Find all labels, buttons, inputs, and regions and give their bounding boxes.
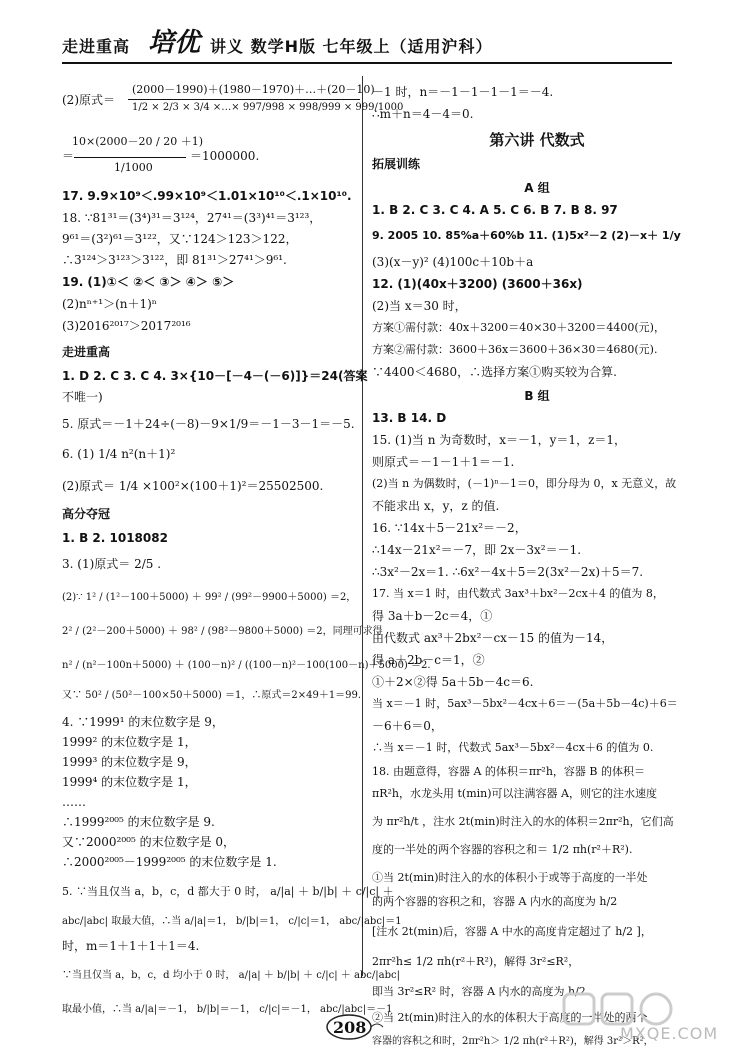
answer-line: ①＋2×②得 5a＋5b－4c＝6. xyxy=(372,675,534,689)
equals-sign: ＝ xyxy=(62,149,75,163)
answer-line: n² / (n²－100n＋5000) ＋ (100－n)² / ((100－n)²－100(100－n)＋5000) ＝2. xyxy=(62,660,431,671)
answer-line: …… xyxy=(62,795,86,809)
answer-line: 2πr²h≤ 1/2 πh(r²＋R²)，解得 3r²≤R²， xyxy=(372,955,580,968)
answer-line: 即当 3r²≤R² 时，容器 A 内水的高度为 h/2 . xyxy=(372,985,593,998)
fraction-bar xyxy=(74,157,186,158)
answer-line: 1999² 的末位数字是 1， xyxy=(62,735,197,749)
group-heading: B 组 xyxy=(524,389,550,403)
answer-line: (2)当 x＝30 时， xyxy=(372,299,467,313)
answer-line: 9. 2005 10. 85%a＋60%b 11. (1)5x²－2 (2)－x＋ 1/y xyxy=(372,229,681,242)
fraction-denominator: 1/2 × 2/3 × 3/4 ×…× 997/998 × 998/999 × 999/1000 xyxy=(132,102,404,113)
header-rule xyxy=(62,62,672,64)
answer-line: 不唯一) xyxy=(62,390,103,404)
column-divider xyxy=(362,76,363,976)
answer-line: ①当 2t(min)时注入的水的体积小于或等于高度的一半处 xyxy=(372,871,648,884)
answer-line: ∴2000²⁰⁰⁵－1999²⁰⁰⁵ 的末位数字是 1. xyxy=(62,855,277,869)
answer-line: [注水 2t(min)后，容器 A 中水的高度肯定超过了 h/2 ]， xyxy=(372,925,652,938)
answer-line: (2)当 n 为偶数时，(－1)ⁿ－1＝0，即分母为 0，x 无意义，故 xyxy=(372,477,677,490)
answer-line: 6. (1) 1/4 n²(n＋1)² xyxy=(62,447,176,461)
answer-line: 容器的容积之和时，2πr²h＞ 1/2 πh(r²＋R²)，解得 3r²＞R²， xyxy=(372,1036,654,1047)
page-number-text: 208 xyxy=(333,1018,367,1037)
watermark xyxy=(560,990,740,1050)
answer-line: ∴3x²－2x＝1. ∴6x²－4x＋5＝2(3x²－2x)＋5＝7. xyxy=(372,565,644,579)
answer-18: 18. ∵81³¹＝(3⁴)³¹＝3¹²⁴，27⁴¹＝(3³)⁴¹＝3¹²³， xyxy=(62,211,322,225)
answer-line: 方案①需付款：40x＋3200＝40×30＋3200＝4400(元)， xyxy=(372,321,665,334)
answer-line: 18. 由题意得，容器 A 的体积＝πr²h，容器 B 的体积＝ xyxy=(372,765,645,778)
answer-line: 1999⁴ 的末位数字是 1， xyxy=(62,775,197,789)
section-heading: 拓展训练 xyxy=(372,157,421,171)
answer-line: πR²h，水龙头用 t(min)可以注满容器 A，则它的注水速度 xyxy=(372,787,657,800)
fraction-numerator: 10×(2000－20 / 20 ＋1) xyxy=(72,135,203,148)
section-heading: 高分夺冠 xyxy=(62,507,111,521)
answer-line: 得 a＋2b－c＝1，② xyxy=(372,653,485,667)
answer-line: －6＋6＝0， xyxy=(372,719,443,733)
answer-line: (2)nⁿ⁺¹＞(n＋1)ⁿ xyxy=(62,297,157,311)
answer-line: ∵4400＜4680，∴选择方案①购买较为合算. xyxy=(372,365,617,379)
answer-line: ∵当且仅当 a，b，c，d 均小于 0 时， a/|a| ＋ b/|b| ＋ c/|c| ＋ abc/|abc| xyxy=(62,970,400,981)
answer-line: 又∵2000²⁰⁰⁵ 的末位数字是 0， xyxy=(62,835,236,849)
answer-line: 12. (1)(40x＋3200) (3600＋36x) xyxy=(372,277,583,291)
answer-line: ∴m＋n＝4－4＝0. xyxy=(372,107,474,121)
answer-line: 当 x＝－1 时，5ax³－5bx²－4cx＋6＝－(5a＋5b－4c)＋6＝ xyxy=(372,697,678,710)
answer-line: 5. ∵当且仅当 a，b，c，d 都大于 0 时， a/|a| ＋ b/|b| ＋ c/|c| ＋ xyxy=(62,885,394,898)
answer-line: 时，m＝1＋1＋1＋1＝4. xyxy=(62,939,200,953)
answer-line: 度的一半处的两个容器的容积之和＝ 1/2 πh(r²＋R²). xyxy=(372,843,633,856)
answer-line: (2)∵ 1² / (1²－100＋5000) ＋ 99² / (99²－9900＋5000) ＝2， xyxy=(62,592,357,603)
answer-line: ∴3¹²⁴＞3¹²³＞3¹²²，即 81³¹＞27⁴¹＞9⁶¹. xyxy=(62,253,287,267)
group-heading: A 组 xyxy=(524,181,550,195)
page-header xyxy=(62,28,682,62)
answer-line: 1. D 2. C 3. C 4. 3×{10－[－4－(－6)]}＝24(答案 xyxy=(62,369,368,383)
answer-line: 又∵ 50² / (50²－100×50＋5000) ＝1，∴原式＝2×49＋1＝99. xyxy=(62,690,362,701)
answer-line: 1. B 2. C 3. C 4. A 5. C 6. B 7. B 8. 97 xyxy=(372,203,618,217)
answer-line: ∴1999²⁰⁰⁵ 的末位数字是 9. xyxy=(62,815,215,829)
section-heading: 走进重高 xyxy=(62,345,111,359)
answer-result: ＝1000000. xyxy=(190,149,260,163)
page-number xyxy=(325,1012,385,1042)
answer-line: －1 时，n＝－1－1－1－1＝－4. xyxy=(372,85,554,99)
answer-line: 方案②需付款：3600＋36x＝3600＋36×30＝4680(元). xyxy=(372,343,658,356)
answer-line: 15. (1)当 n 为奇数时，x＝－1，y＝1，z＝1， xyxy=(372,433,627,447)
answer-line: 的两个容器的容积之和，容器 A 内水的高度为 h/2 xyxy=(372,895,618,908)
answer-line: (2)原式＝ 1/4 ×100²×(100＋1)²＝25502500. xyxy=(62,479,324,493)
answer-line: (2)原式＝ xyxy=(62,93,115,107)
answer-line: 2² / (2²－200＋5000) ＋ 98² / (98²－9800＋5000) ＝2，同理可求得 xyxy=(62,626,383,637)
fraction-bar xyxy=(128,99,360,100)
answer-line: 1. B 2. 1018082 xyxy=(62,531,168,545)
fraction-numerator: (2000－1990)＋(1980－1970)＋…＋(20－10) xyxy=(132,83,375,96)
answer-17: 17. 9.9×10⁹＜.99×10⁹＜1.01×10¹⁰＜.1×10¹⁰. xyxy=(62,189,352,203)
header-series-title: 走进重高 xyxy=(62,37,131,56)
header-logo: 培优 xyxy=(148,28,201,58)
answer-line: (3)2016²⁰¹⁷＞2017²⁰¹⁶ xyxy=(62,319,191,333)
answer-line: 5. 原式＝－1＋24÷(－8)－9×1/9＝－1－3－1＝－5. xyxy=(62,417,355,431)
answer-line: 3. (1)原式＝ 2/5 . xyxy=(62,557,162,571)
answer-line: ∴14x－21x²＝－7，即 2x－3x²＝－1. xyxy=(372,543,582,557)
header-book-title: 讲义 数学H版 七年级上（适用沪科） xyxy=(210,37,493,56)
fraction-denominator: 1/1000 xyxy=(114,161,153,174)
answer-line: 13. B 14. D xyxy=(372,411,447,425)
answer-line: 1999³ 的末位数字是 9， xyxy=(62,755,197,769)
watermark-text: MXQE.COM xyxy=(620,1024,719,1043)
lesson-title: 第六讲 代数式 xyxy=(489,131,585,149)
answer-line: ∴当 x＝－1 时，代数式 5ax³－5bx²－4cx＋6 的值为 0. xyxy=(372,741,654,754)
answer-line: 4. ∵1999¹ 的末位数字是 9， xyxy=(62,715,224,729)
answer-line: 为 πr²h/t ，注水 2t(min)时注入的水的体积＝2πr²h，它们高 xyxy=(372,815,674,828)
answer-line: abc/|abc| 取最大值，∴当 a/|a|＝1， b/|b|＝1， c/|c|＝1， abc/|abc|＝1 xyxy=(62,916,402,927)
answer-line: 得 3a＋b－2c＝4，① xyxy=(372,609,493,623)
answer-line: (3)(x－y)² (4)100c＋10b＋a xyxy=(372,255,534,269)
answer-line: 16. ∵14x＋5－21x²＝－2， xyxy=(372,521,527,535)
answer-line: 则原式＝－1－1＋1＝－1. xyxy=(372,455,515,469)
answer-line: 不能求出 x，y，z 的值. xyxy=(372,499,500,513)
answer-line: ②当 2t(min)时注入的水的体积大于高度的一半处的两个 xyxy=(372,1011,648,1024)
answer-19: 19. (1)①＜ ②＜ ③＞ ④＞ ⑤＞ xyxy=(62,275,235,289)
answer-line: 9⁶¹＝(3²)⁶¹＝3¹²²，又∵124＞123＞122， xyxy=(62,232,298,246)
answer-line: 17. 当 x＝1 时，由代数式 3ax³＋bx²－2cx＋4 的值为 8， xyxy=(372,587,664,600)
answer-line: 由代数式 ax³＋2bx²－cx－15 的值为－14， xyxy=(372,631,614,645)
answer-line: 取最小值，∴当 a/|a|＝－1， b/|b|＝－1， c/|c|＝－1， abc/|abc|＝－1 xyxy=(62,1004,393,1015)
